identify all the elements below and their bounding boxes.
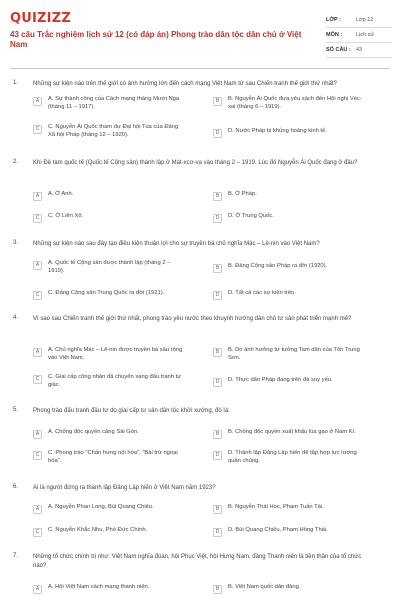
logo-text: QUIZIZZ (10, 10, 71, 26)
option-b[interactable] (213, 96, 366, 110)
option-text: A. Sự thành công của Cách mạng tháng Mười Nga (tháng 11 – 1917). (48, 96, 180, 110)
option-letter-box: B (213, 264, 222, 273)
option-d[interactable] (213, 213, 366, 227)
option-text: D. Tất cả các sự kiện trên. (228, 290, 296, 296)
option-a[interactable] (33, 260, 186, 274)
option-c[interactable] (33, 290, 186, 304)
option-text: C. Nguyễn Khắc Nhu, Phó Đức Chính. (48, 527, 148, 533)
option-text: A. Ở Anh. (48, 191, 74, 197)
question-number: 5. (13, 407, 19, 413)
meta-row-class (326, 13, 392, 28)
option-d[interactable] (213, 290, 366, 304)
option-text: D. Thành lập Đảng Lập hiến để tập hợp lực lượng quần chúng. (228, 450, 357, 464)
option-text: C. Nguyễn Ái Quốc tham dự Đại hội Tua của Đảng Xã hội Pháp (tháng 12 – 1920). (48, 124, 179, 138)
option-letter-box: D (213, 129, 222, 138)
option-text: D. Nước Pháp bị khủng hoảng kinh tế. (228, 128, 327, 134)
option-text: D. Bùi Quang Chiêu, Phạm Hồng Thái. (228, 527, 328, 533)
meta-value: Lớp 12 (356, 17, 374, 23)
option-a[interactable] (33, 96, 186, 110)
option-letter-box: C (33, 528, 42, 537)
option-letter-box: A (33, 505, 42, 514)
meta-key: LỚP : (326, 17, 341, 23)
option-text: B. Do ảnh hưởng tư tưởng Tam dân của Tôn Trung Sơn. (228, 347, 360, 361)
option-text: C. Đảng Cộng sản Trung Quốc ra đời (1921). (48, 290, 165, 296)
option-b[interactable] (213, 584, 366, 598)
quizizz-logo (10, 10, 71, 26)
question-text: Vì sao sau Chiến tranh thế giới thứ nhất, phong trào yêu nước theo khuynh hướng dân chủ tư sản phát triển mạnh mẽ? (33, 316, 352, 322)
option-c[interactable] (33, 374, 186, 388)
option-text: B. Đảng Cộng sản Pháp ra đời (1920). (228, 263, 328, 269)
meta-key: SỐ CÂU : (326, 47, 351, 53)
option-letter-box: C (33, 451, 42, 460)
option-letter-box: A (33, 585, 42, 594)
option-text: A. Hội Việt Nam cách mạng thanh niên. (48, 584, 150, 590)
option-a[interactable] (33, 347, 186, 361)
option-letter-box: A (33, 348, 42, 357)
meta-key: MÔN : (326, 32, 343, 38)
option-letter-box: D (213, 451, 222, 460)
option-text: D. Thực dân Pháp đang trên đà suy yếu. (228, 377, 333, 383)
option-text: B. Ở Pháp. (228, 191, 257, 197)
option-text: C. Giai cấp công nhân đã chuyển sang đấu tranh tự giác. (48, 374, 182, 388)
option-c[interactable] (33, 527, 186, 541)
option-b[interactable] (213, 191, 366, 205)
option-text: C. Ở Liên Xô. (48, 213, 84, 219)
option-b[interactable] (213, 429, 366, 443)
option-a[interactable] (33, 584, 186, 598)
meta-value: Lịch sử (356, 32, 375, 38)
option-letter-box: B (213, 585, 222, 594)
question-text: Những tổ chức chính trị như: Việt Nam nghĩa đoàn, hội Phục Việt, hội Hưng Nam, đảng Thanh niên là tiền thân của tổ chức nào? (33, 554, 362, 569)
option-text: A. Chống độc quyền cảng Sài Gòn. (48, 429, 139, 435)
option-b[interactable] (213, 347, 366, 361)
option-a[interactable] (33, 504, 186, 518)
question-text: Khi Đệ tam quốc tế (Quốc tế Cộng sản) thành lập ở Mát-xcơ-va vào tháng 2 – 1919. Lúc đó Nguyễn Ái Quốc đang ở đâu? (33, 160, 358, 166)
question-number: 4. (13, 315, 19, 321)
option-text: B. Nguyễn Thái Học, Phạm Tuấn Tài. (228, 504, 324, 510)
option-text: B. Việt Nam quốc dân đảng. (228, 584, 301, 590)
meta-table (326, 13, 392, 58)
option-letter-box: B (213, 348, 222, 357)
option-letter-box: D (213, 214, 222, 223)
option-letter-box: C (33, 375, 42, 384)
option-letter-box: B (213, 430, 222, 439)
question-text: Những sự kiện nào sau đây tạo điều kiện thuận lợi cho sự truyền bá chủ nghĩa Mác – Lê-nin vào Việt Nam? (33, 241, 320, 247)
document-title: 43 câu Trắc nghiệm lịch sử 12 (có đáp án) Phong trào dân tộc dân chủ ở Việt Nam (10, 30, 302, 49)
question-number: 3. (13, 240, 19, 246)
option-a[interactable] (33, 429, 186, 443)
option-letter-box: C (33, 214, 42, 223)
option-text: A. Nguyễn Phan Long, Bùi Quang Chiêu. (48, 504, 154, 510)
question-number: 7. (13, 553, 19, 559)
option-letter-box: B (213, 192, 222, 201)
question-text: Ai là người đứng ra thành lập Đảng Lập hiến ở Việt Nam năm 1923? (33, 485, 216, 491)
meta-row-count (326, 43, 392, 58)
option-text: A. Chủ nghĩa Mác – Lê-nin được truyền bá sâu rộng vào Việt Nam. (48, 347, 183, 361)
option-b[interactable] (213, 504, 366, 518)
option-a[interactable] (33, 191, 186, 205)
option-letter-box: D (213, 528, 222, 537)
option-letter-box: B (213, 505, 222, 514)
option-b[interactable] (213, 263, 366, 277)
option-c[interactable] (33, 124, 186, 138)
question-number: 2. (13, 159, 19, 165)
option-c[interactable] (33, 450, 186, 464)
option-text: C. Phong trào "Chấn hưng nội hóa", "Bài trừ ngoại hóa". (48, 450, 178, 464)
option-letter-box: D (213, 291, 222, 300)
option-letter-box: C (33, 125, 42, 134)
option-letter-box: A (33, 97, 42, 106)
option-text: B. Nguyễn Ái Quốc đưa yêu sách đến Hội nghị Véc-xai (tháng 6 – 1919). (228, 96, 362, 110)
question-number: 1. (13, 80, 19, 86)
option-text: B. Chống độc quyền xuất khẩu lúa gạo ở Nam Kì. (228, 429, 356, 435)
question-number: 6. (13, 484, 19, 490)
option-d[interactable] (213, 128, 366, 142)
option-letter-box: A (33, 261, 42, 270)
meta-value: 43 (356, 47, 363, 53)
document-header (0, 0, 400, 62)
option-d[interactable] (213, 377, 366, 391)
option-text: A. Quốc tế Cộng sản được thành lập (tháng 2 – 1919). (48, 260, 171, 274)
option-letter-box: D (213, 378, 222, 387)
option-text: D. Ở Trung Quốc. (228, 213, 274, 219)
option-c[interactable] (33, 213, 186, 227)
question-text: Những sự kiện nào trên thế giới có ảnh hưởng lớn đến cách mạng Việt Nam từ sau Chiến tranh thế giới thứ nhất? (33, 81, 337, 87)
question-text: Phong trào đấu tranh đầu tư do giai cấp tư sản dân tộc khởi xướng, đó là: (33, 408, 230, 414)
option-d[interactable] (213, 527, 366, 541)
meta-row-subject (326, 28, 392, 43)
option-letter-box: B (213, 97, 222, 106)
option-letter-box: C (33, 291, 42, 300)
option-letter-box: A (33, 430, 42, 439)
option-d[interactable] (213, 450, 366, 464)
option-letter-box: A (33, 192, 42, 201)
header-divider (10, 68, 390, 69)
